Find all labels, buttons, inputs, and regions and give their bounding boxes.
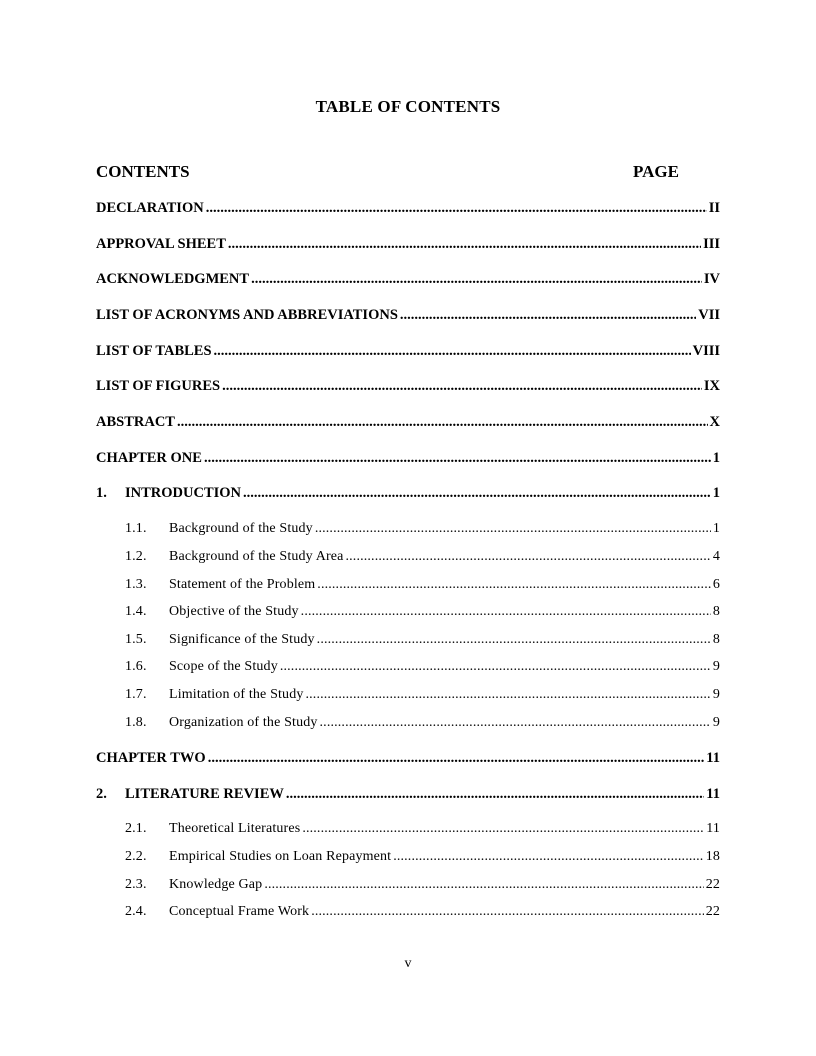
toc-entry-text: Organization of the Study <box>169 715 318 730</box>
toc-entry-text: LITERATURE REVIEW <box>125 786 284 802</box>
toc-entry-page: 6 <box>712 577 720 592</box>
toc-subentry-2-1[interactable] <box>96 821 720 837</box>
toc-entry-text: LIST OF ACRONYMS AND ABBREVIATIONS <box>96 307 398 323</box>
toc-entry-page: IX <box>703 378 720 394</box>
dot-leader <box>286 786 704 803</box>
toc-entry-page: 4 <box>712 549 720 564</box>
toc-entry-list-of-tables[interactable] <box>96 343 720 360</box>
toc-entry-text: Theoretical Literatures <box>169 821 301 836</box>
dot-leader <box>315 521 711 537</box>
toc-entry-number: 1.4. <box>125 604 147 619</box>
page-header: PAGE <box>633 162 679 181</box>
toc-entry-chapter-one[interactable] <box>96 450 720 467</box>
toc-entry-acknowledgment[interactable] <box>96 271 720 288</box>
toc-subentry-1-8[interactable] <box>96 715 720 731</box>
dot-leader <box>317 632 711 648</box>
toc-entry-text: APPROVAL SHEET <box>96 236 226 252</box>
toc-entry-text: Scope of the Study <box>169 659 278 674</box>
toc-subentry-1-3[interactable] <box>96 577 720 593</box>
toc-entry-page: 1 <box>712 450 720 466</box>
toc-entry-page: 11 <box>706 750 720 766</box>
dot-leader <box>243 485 711 502</box>
toc-entry-page: 8 <box>712 632 720 647</box>
toc-entry-number: 2.2. <box>125 849 147 864</box>
toc-entry-number: 1.1. <box>125 521 147 536</box>
dot-leader <box>228 236 701 253</box>
toc-entry-text: LIST OF TABLES <box>96 343 212 359</box>
toc-subentry-1-6[interactable] <box>96 659 720 675</box>
toc-entry-page: 1 <box>712 521 720 536</box>
toc-entry-number: 1.3. <box>125 577 147 592</box>
dot-leader <box>306 687 711 703</box>
toc-entry-page: 8 <box>712 604 720 619</box>
dot-leader <box>311 904 704 920</box>
toc-subentry-2-2[interactable] <box>96 849 720 865</box>
toc-entry-text: Limitation of the Study <box>169 687 304 702</box>
dot-leader <box>301 604 711 620</box>
dot-leader <box>264 877 703 893</box>
toc-entry-introduction[interactable] <box>96 485 720 502</box>
toc-entry-page: 9 <box>712 659 720 674</box>
toc-entry-page: VIII <box>692 343 720 359</box>
toc-entry-page: III <box>703 236 720 252</box>
toc-entry-text: Empirical Studies on Loan Repayment <box>169 849 392 864</box>
toc-subentry-1-2[interactable] <box>96 549 720 565</box>
dot-leader <box>204 450 711 467</box>
toc-entry-abstract[interactable] <box>96 414 720 431</box>
toc-entry-page: 11 <box>706 821 720 836</box>
dot-leader <box>302 821 704 837</box>
toc-entry-text: CHAPTER TWO <box>96 750 206 766</box>
dot-leader <box>208 750 705 767</box>
toc-entry-text: Background of the Study Area <box>169 549 344 564</box>
toc-subentry-2-4[interactable] <box>96 904 720 920</box>
contents-header: CONTENTS <box>96 162 190 181</box>
toc-entry-text: Objective of the Study <box>169 604 299 619</box>
toc-entry-text: DECLARATION <box>96 200 204 216</box>
toc-entry-number: 1.2. <box>125 549 147 564</box>
toc-entry-number: 2.1. <box>125 821 147 836</box>
toc-entry-page: 1 <box>712 485 720 501</box>
toc-entry-page: X <box>709 414 720 430</box>
toc-subentry-1-5[interactable] <box>96 632 720 648</box>
toc-subentry-1-1[interactable] <box>96 521 720 537</box>
dot-leader <box>251 271 702 288</box>
toc-entry-text: INTRODUCTION <box>125 485 242 501</box>
toc-entry-number: 1.5. <box>125 632 147 647</box>
toc-entry-number: 2. <box>96 786 107 802</box>
toc-entry-number: 2.4. <box>125 904 147 919</box>
toc-entry-number: 2.3. <box>125 877 147 892</box>
toc-entry-number: 1.7. <box>125 687 147 702</box>
dot-leader <box>400 307 696 324</box>
toc-entry-page: 11 <box>706 786 720 802</box>
toc-subentry-2-3[interactable] <box>96 877 720 893</box>
toc-entry-page: 22 <box>705 904 720 919</box>
toc-entry-page: 9 <box>712 687 720 702</box>
toc-entry-number: 1.8. <box>125 715 147 730</box>
toc-entry-text: ACKNOWLEDGMENT <box>96 271 250 287</box>
toc-subentry-1-7[interactable] <box>96 687 720 703</box>
toc-entry-literature-review[interactable] <box>96 786 720 803</box>
dot-leader <box>177 414 708 431</box>
toc-entry-text: ABSTRACT <box>96 414 175 430</box>
dot-leader <box>280 659 711 675</box>
toc-entry-number: 1.6. <box>125 659 147 674</box>
toc-entry-text: Knowledge Gap <box>169 877 263 892</box>
toc-entry-text: CHAPTER ONE <box>96 450 202 466</box>
toc-subentry-1-4[interactable] <box>96 604 720 620</box>
toc-entry-declaration[interactable] <box>96 200 720 217</box>
dot-leader <box>320 715 711 731</box>
toc-entry-text: Significance of the Study <box>169 632 315 647</box>
toc-entry-chapter-two[interactable] <box>96 750 720 767</box>
dot-leader <box>206 200 707 217</box>
toc-entry-text: LIST OF FIGURES <box>96 378 221 394</box>
toc-entry-list-of-figures[interactable] <box>96 378 720 395</box>
toc-entry-page: 18 <box>705 849 720 864</box>
toc-entry-page: VII <box>698 307 720 323</box>
toc-entry-page: 22 <box>705 877 720 892</box>
dot-leader <box>393 849 703 865</box>
toc-entry-page: 9 <box>712 715 720 730</box>
toc-entry-acronyms[interactable] <box>96 307 720 324</box>
page-number: v <box>404 956 412 971</box>
toc-entry-number: 1. <box>96 485 107 501</box>
toc-entry-text: Conceptual Frame Work <box>169 904 310 919</box>
page-title: TABLE OF CONTENTS <box>315 97 501 116</box>
dot-leader <box>222 378 702 395</box>
dot-leader <box>317 577 711 593</box>
dot-leader <box>346 549 711 565</box>
toc-entry-text: Background of the Study <box>169 521 313 536</box>
toc-entry-approval-sheet[interactable] <box>96 236 720 253</box>
toc-entry-text: Statement of the Problem <box>169 577 316 592</box>
toc-entry-page: II <box>708 200 720 216</box>
dot-leader <box>214 343 691 360</box>
toc-entry-page: IV <box>703 271 720 287</box>
